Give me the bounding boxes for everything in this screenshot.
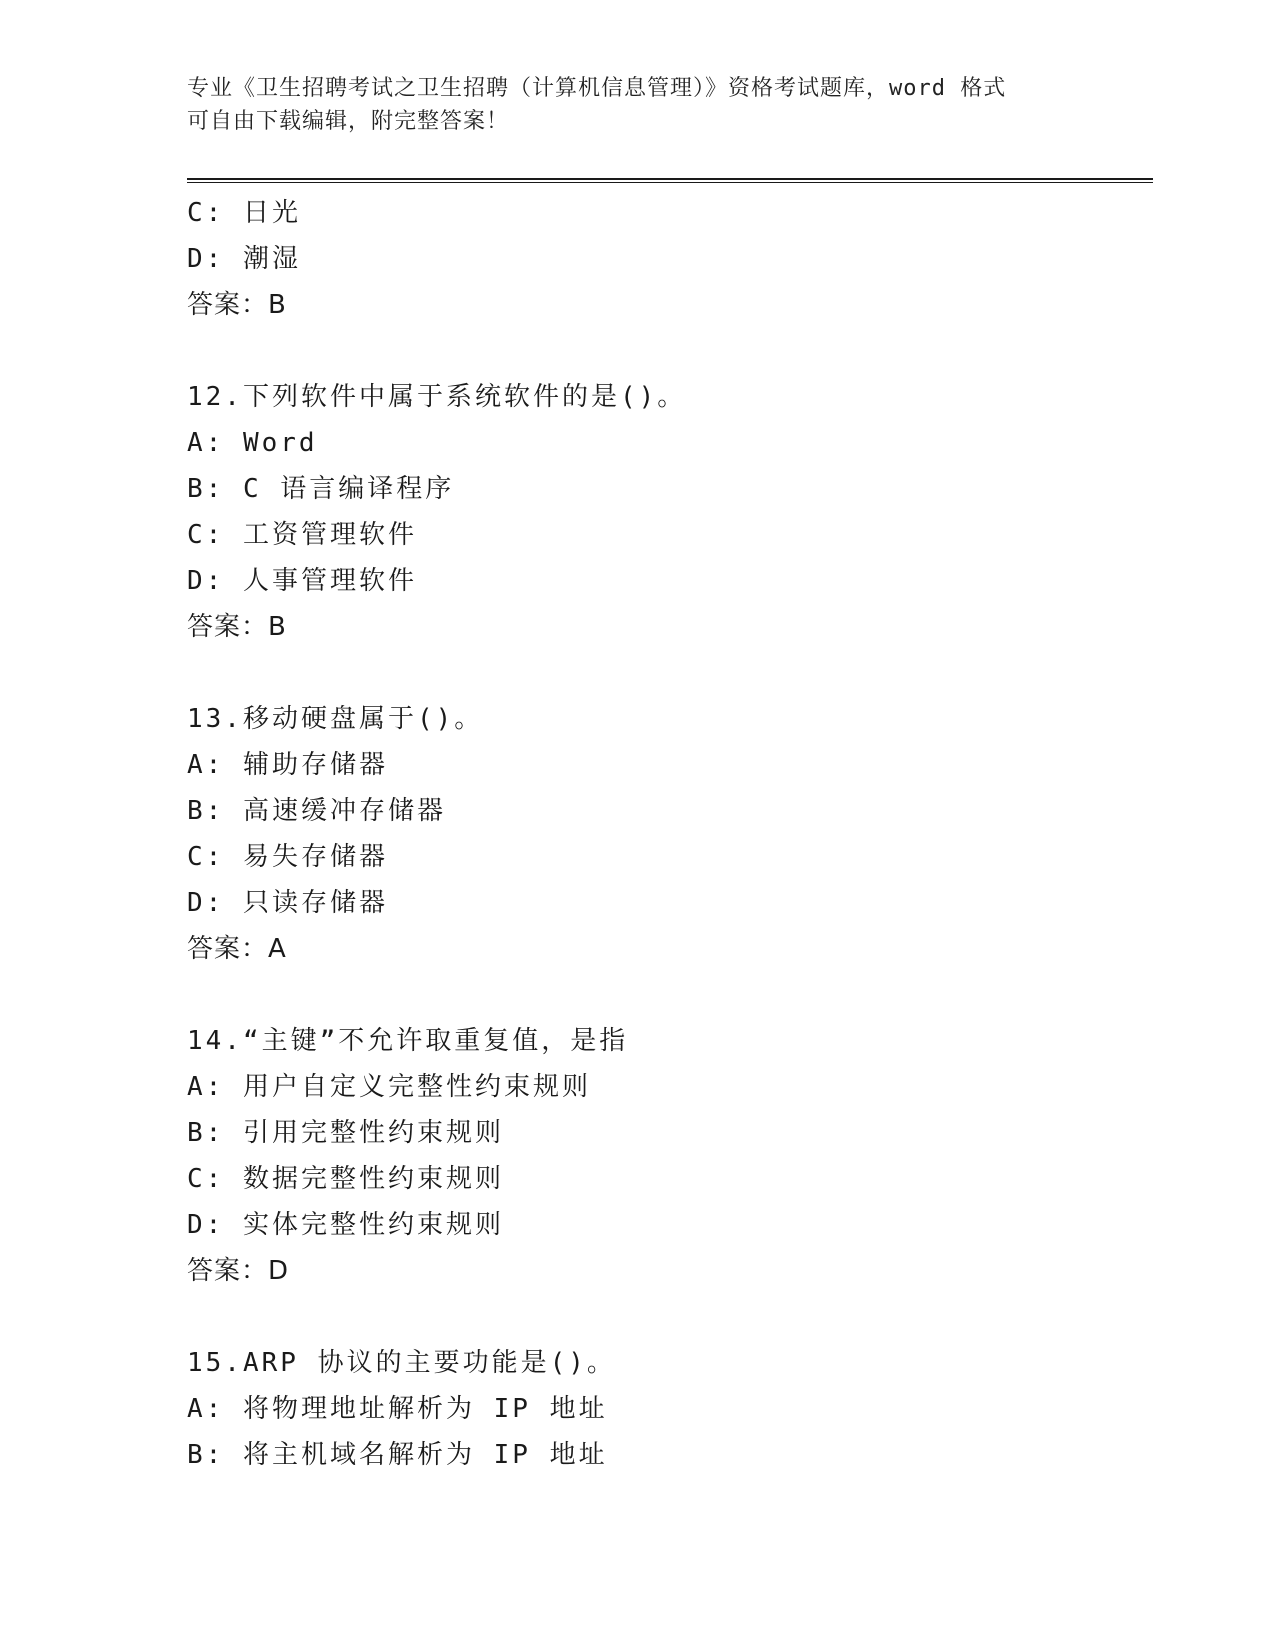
question-block-13: [187, 696, 1153, 972]
question-block-14: [187, 1018, 1153, 1294]
option-d: D: 只读存储器: [187, 888, 388, 918]
question-stem: 12.下列软件中属于系统软件的是()。: [187, 382, 687, 412]
header-divider: [187, 178, 1153, 183]
option-d: D: 人事管理软件: [187, 566, 417, 596]
header-title-line-2: 可自由下载编辑，附完整答案！: [187, 109, 510, 134]
option-d: D: 实体完整性约束规则: [187, 1210, 504, 1240]
option-c: C: 日光: [187, 198, 301, 228]
question-stem: 13.移动硬盘属于()。: [187, 704, 484, 734]
document-page: [187, 0, 1153, 1650]
question-list: [187, 190, 1153, 1478]
question-block-15: [187, 1340, 1153, 1478]
option-b: B: 引用完整性约束规则: [187, 1118, 504, 1148]
option-b: B: 高速缓冲存储器: [187, 796, 446, 826]
answer-label: 答案：D: [187, 1256, 290, 1286]
option-a: A: 将物理地址解析为 IP 地址: [187, 1394, 608, 1424]
option-a: A: 用户自定义完整性约束规则: [187, 1072, 591, 1102]
question-stem: 15.ARP 协议的主要功能是()。: [187, 1348, 616, 1378]
option-a: A: 辅助存储器: [187, 750, 388, 780]
option-d: D: 潮湿: [187, 244, 301, 274]
answer-label: 答案：A: [187, 934, 287, 964]
option-c: C: 数据完整性约束规则: [187, 1164, 504, 1194]
answer-label: 答案：B: [187, 290, 287, 320]
document-header: [187, 72, 1067, 138]
option-c: C: 工资管理软件: [187, 520, 417, 550]
option-a: A: Word: [187, 428, 318, 458]
option-b: B: C 语言编译程序: [187, 474, 455, 504]
option-c: C: 易失存储器: [187, 842, 388, 872]
option-b: B: 将主机域名解析为 IP 地址: [187, 1440, 608, 1470]
question-stem: 14.“主键”不允许取重复值，是指: [187, 1026, 629, 1056]
question-block-12: [187, 374, 1153, 650]
answer-label: 答案：B: [187, 612, 287, 642]
question-block-11-continued: [187, 190, 1153, 328]
header-title-line-1: 专业《卫生招聘考试之卫生招聘（计算机信息管理）》资格考试题库，word 格式: [187, 76, 1007, 101]
